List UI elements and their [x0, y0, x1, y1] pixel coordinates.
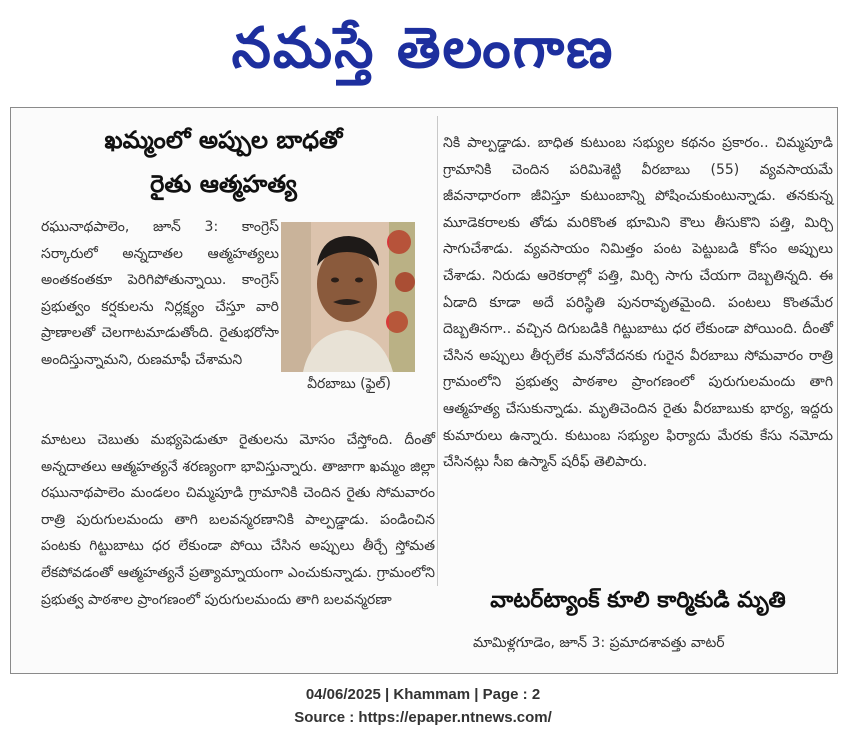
right-column: [439, 108, 837, 673]
masthead: [0, 0, 846, 100]
newspaper-logo: నమస్తే తెలంగాణ: [231, 15, 615, 81]
left-column: [11, 108, 436, 673]
column-divider: [437, 116, 438, 586]
farmer-photo: [281, 222, 415, 372]
second-headline: వాటర్‌ట్యాంక్ కూలి కార్మికుడి మృతి: [490, 588, 786, 613]
photo-caption: వీరబాబు (ఫైల్): [307, 376, 391, 392]
news-clipping: [10, 107, 838, 674]
footer-date-edition: 04/06/2025 | Khammam | Page : 2: [305, 686, 541, 703]
headline-line-2: రైతు ఆత్మహత్య: [150, 170, 297, 198]
footer-source-link[interactable]: Source : https://epaper.ntnews.com/: [294, 709, 552, 726]
second-article-lead: మామిళ్లగూడెం, జూన్ 3: ప్రమాదశావత్తు వాటర్: [473, 635, 725, 651]
article-intro: రఘునాథపాలెం, జూన్ 3: కాంగ్రెస్ సర్కారులో అన్నదాతల ఆత్మహత్యలు అంతకంతకూ పెరిగిపోతున్నాయి. కాంగ్రెస్ ప్రభుత్వం కర్షకులను నిర్లక్ష్యం చేస్తూ వారి ప్రాణాలతో చెలగాటమాడుతోంది. రైతుభరోసా అందిస్తున్నామని, రుణమాఫీ చేశామని: [41, 219, 279, 368]
headline-line-1: ఖమ్మంలో అప్పుల బాధతో: [104, 126, 343, 154]
article-body-right: నికి పాల్పడ్డాడు. బాధిత కుటుంబ సభ్యుల కథనం ప్రకారం.. చిమ్మపూడి గ్రామానికి చెందిన పరిమిశెట్టి వీరబాబు (55) వ్యవసాయమే జీవనాధారంగా జీవిస్తూ కుటుంబాన్ని పోషించుకుంటున్నాడు. తనకున్న మూడెకరాలకు తోడు మరికొంత భూమిని కౌలు తీసుకొని పత్తి, మిర్చి సాగుచేశాడు. వ్యవసాయం నిమిత్తం పంట పెట్టుబడి కోసం అప్పులు చేశాడు. నిరుడు ఆరెకరాల్లో పత్తి, మిర్చి సాగు చేయగా దెబ్బతిన్నది. ఈ ఏడాది కూడా అదే పరిస్థితి పునరావృతమైంది. పంటలు కొంతమేర దెబ్బతినగా.. వచ్చిన దిగుబడికి గిట్టుబాటు ధర లేకుండా పోయింది. దీంతో చేసిన అప్పులు తీర్చలేక మనోవేదనకు గురైన వీరబాబు సోమవారం రాత్రి గ్రామంలోని ప్రభుత్వ పాఠశాల ప్రాంగణంలో పురుగులమందు తాగి ఆత్మహత్య చేసుకున్నాడు. మృతిచెందిన రైతు వీరబాబుకు భార్య, ఇద్దరు కుమారులు ఉన్నారు. కుటుంబ సభ్యుల ఫిర్యాదు మేరకు కేసు నమోదు చేసినట్లు సీఐ ఉస్మాన్ షరీఫ్ తెలిపారు.: [443, 135, 833, 471]
article-body-left: మాటలు చెబుతు మభ్యపెడుతూ రైతులను మోసం చేస్తోంది. దీంతో అన్నదాతలు ఆత్మహత్యనే శరణ్యంగా భావిస్తున్నారు. తాజాగా ఖమ్మం జిల్లా రఘునాథపాలెం మండలం చిమ్మపూడి గ్రామానికి చెందిన రైతు సోమవారం రాత్రి పురుగులమందు తాగి బలవన్మరణానికి పాల్పడ్డాడు. పండించిన పంటకు గిట్టుబాటు ధర లేకుండా పోయి చేసిన అప్పులు తీర్చే స్తోమత లేకపోవడంతో ఆత్మహత్యనే ప్రత్యామ్నాయంగా ఎంచుకున్నాడు. గ్రామంలోని ప్రభుత్వ పాఠశాల ప్రాంగణంలో పురుగులమందు తాగి బలవన్మరణా: [41, 432, 435, 608]
